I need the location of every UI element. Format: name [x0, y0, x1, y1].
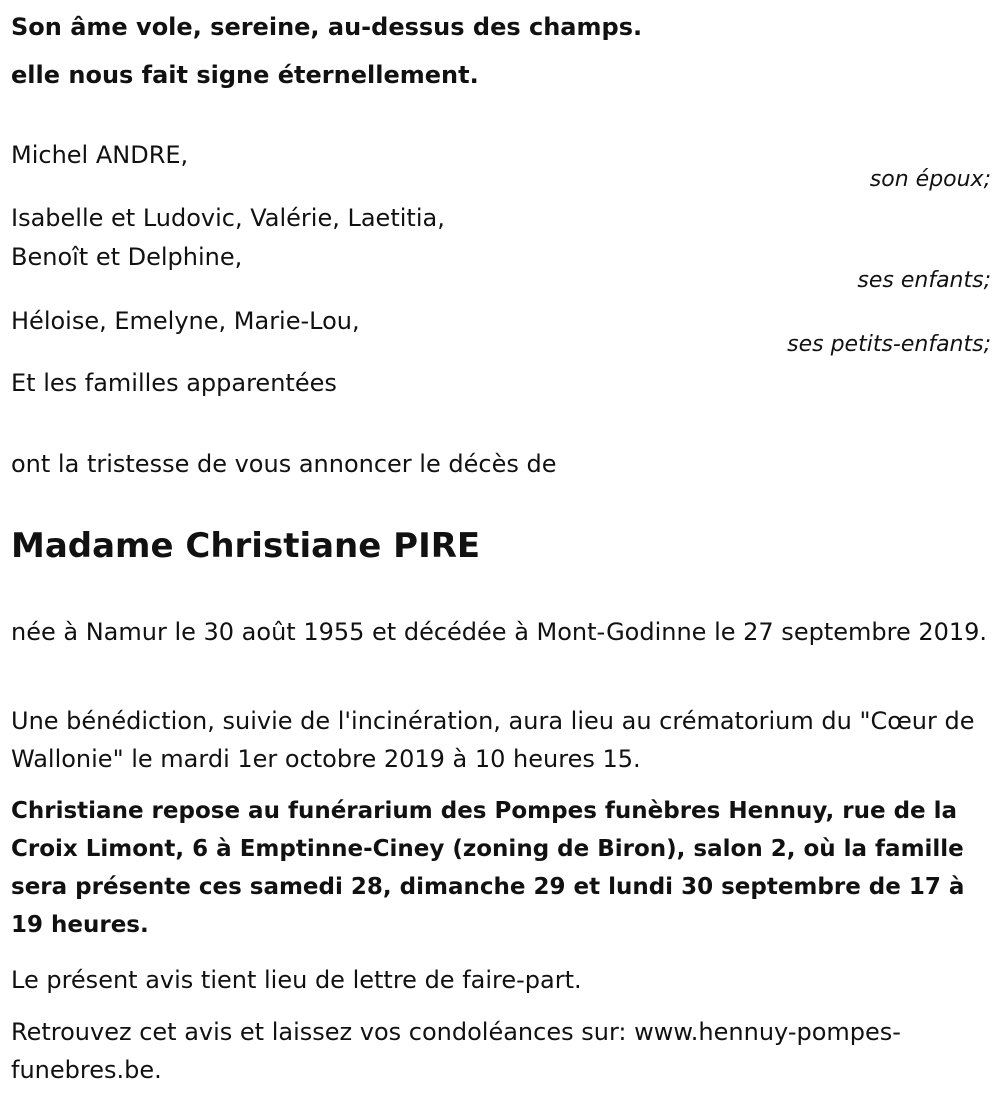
visitation-paragraph: Christiane repose au funérarium des Pompes funèbres Hennuy, rue de la Croix Limont, 6 à Emptinne-Ciney (zoning de Biron), salon 2, où la famille sera présente ces samedi 28, dimanche 29 et lundi 30 septembre de 17 à 19 heures. — [11, 798, 965, 938]
ceremony-paragraph: Une bénédiction, suivie de l'incinération, aura lieu au crématorium du "Cœur de Wallonie" le mardi 1er octobre 2019 à 10 heures 15. — [11, 707, 975, 773]
grandchildren-role: ses petits-enfants; — [787, 332, 991, 357]
deceased-name: Madame Christiane PIRE — [11, 526, 481, 566]
notice-paragraph: Le présent avis tient lieu de lettre de faire-part. — [11, 966, 582, 994]
relatives-line: Et les familles apparentées — [11, 369, 337, 397]
birth-death-paragraph: née à Namur le 30 août 1955 et décédée à Mont-Godinne le 27 septembre 2019. — [11, 618, 988, 646]
children-names-line-2: Benoît et Delphine, — [11, 243, 243, 271]
grandchildren-names: Héloise, Emelyne, Marie-Lou, — [11, 307, 360, 335]
announcement-line: ont la tristesse de vous annoncer le décès de — [11, 450, 557, 478]
children-names-line-1: Isabelle et Ludovic, Valérie, Laetitia, — [11, 204, 445, 232]
spouse-name: Michel ANDRE, — [11, 141, 189, 169]
epitaph-line-2: elle nous fait signe éternellement. — [11, 61, 479, 89]
spouse-role: son époux; — [869, 167, 991, 192]
epitaph-line-1: Son âme vole, sereine, au-dessus des champs. — [11, 13, 643, 41]
condolences-paragraph: Retrouvez cet avis et laissez vos condoléances sur: www.hennuy-pompes-funebres.be. — [11, 1018, 901, 1084]
children-role: ses enfants; — [857, 268, 991, 293]
